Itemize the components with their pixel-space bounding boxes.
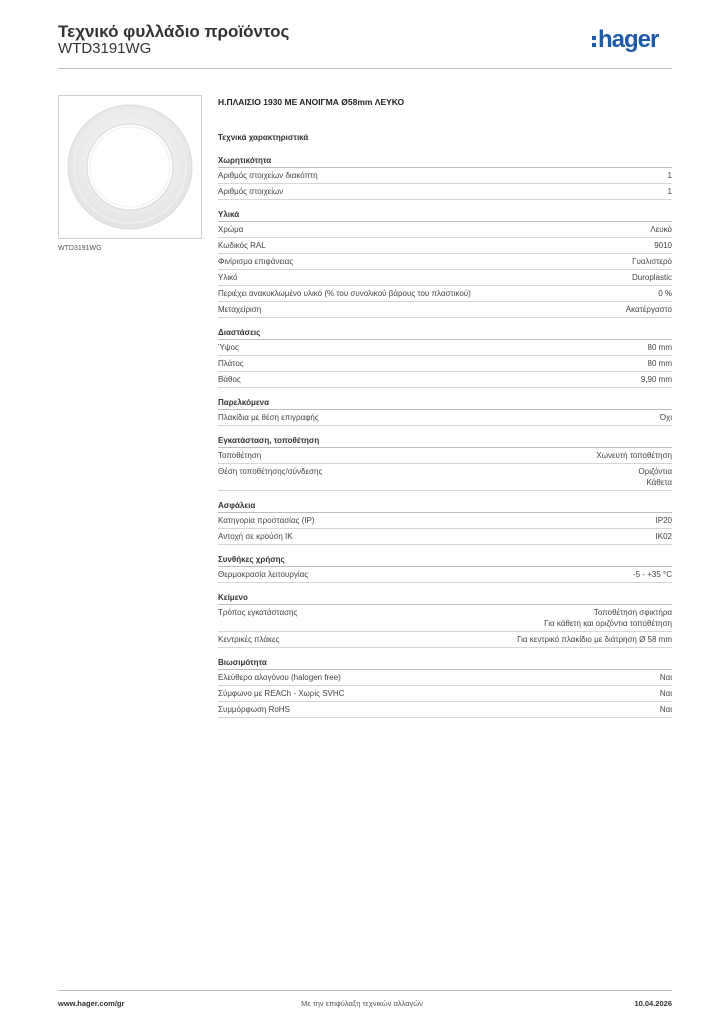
spec-content [218,97,672,728]
spec-label: Αριθμός στοιχείων διακόπτη [218,171,318,180]
spec-row [218,605,672,632]
spec-row [218,184,672,200]
spec-label: Πλάτος [218,359,244,368]
spec-value: IP20 [655,516,672,525]
spec-value: Ναι [659,689,672,698]
spec-value: 80 mm [647,359,672,368]
spec-subtitle: Τεχνικά χαρακτηριστικά [218,133,309,142]
product-image [58,95,202,239]
spec-label: Αντοχή σε κρούση IK [218,532,293,541]
spec-value: Όχι [659,413,672,422]
spec-row [218,529,672,545]
image-caption: WTD3191WG [58,245,102,252]
spec-row [218,168,672,184]
spec-row [218,270,672,286]
spec-value: 1 [667,171,672,180]
spec-value: Για κεντρικό πλακίδιο με διάτρηση Ø 58 mm [517,635,672,644]
section-heading: Χωρητικότητα [218,156,672,168]
spec-value: 9010 [654,241,672,250]
spec-label: Κατηγορία προστασίας (IP) [218,516,315,525]
frame-ring-image [59,96,201,238]
spec-label: Αριθμός στοιχείων [218,187,284,196]
spec-value: 80 mm [647,343,672,352]
spec-label: Συμμόρφωση RoHS [218,705,290,714]
spec-row [218,410,672,426]
spec-row [218,448,672,464]
section-heading: Υλικά [218,210,672,222]
spec-label: Κεντρικές πλάκες [218,635,280,644]
hager-logo [592,28,658,52]
spec-value: Τοποθέτηση σφικτήρα Για κάθετη και οριζόντια τοποθέτηση [544,608,672,628]
spec-section [218,156,672,200]
spec-value: Οριζόντια Κάθετα [638,467,672,487]
logo-text: hager [598,26,659,53]
spec-section [218,436,672,491]
spec-value: Ναι [659,705,672,714]
spec-label: Χρώμα [218,225,244,234]
spec-row [218,238,672,254]
spec-row [218,464,672,491]
spec-label: Πλακίδια με θέση επιγραφής [218,413,319,422]
footer-website: www.hager.com/gr [58,999,125,1008]
spec-row [218,567,672,583]
spec-value: Γυαλιστερό [632,257,672,266]
section-heading: Παρελκόμενα [218,398,672,410]
spec-value: -5 - +35 °C [633,570,672,579]
logo-dots-icon [592,36,596,47]
section-heading: Διαστάσεις [218,328,672,340]
spec-row [218,632,672,648]
header-divider [58,68,672,69]
spec-value: 0 % [658,289,672,298]
section-heading: Εγκατάσταση, τοποθέτηση [218,436,672,448]
section-heading: Ασφάλεια [218,501,672,513]
spec-label: Ύψος [218,343,239,352]
spec-label: Τρόπος εγκατάστασης [218,608,298,617]
spec-section [218,501,672,545]
spec-label: Θερμοκρασία λειτουργίας [218,570,309,579]
footer-divider [58,990,672,991]
product-title: Η.ΠΛΑΙΣΙΟ 1930 ΜΕ ΑΝΟΙΓΜΑ Ø58mm ΛΕΥΚΟ [218,97,405,107]
spec-value: Χωνευτή τοποθέτηση [596,451,672,460]
section-heading: Συνθήκες χρήσης [218,555,672,567]
spec-section [218,555,672,583]
spec-value: Ακατέργαστο [625,305,672,314]
spec-section [218,328,672,388]
spec-value: Λευκό [650,225,672,234]
spec-value: Duroplastic [631,273,672,282]
spec-value: 1 [667,187,672,196]
spec-label: Βάθος [218,375,241,384]
spec-value: 9,90 mm [640,375,672,384]
spec-row [218,302,672,318]
document-title: Τεχνικό φυλλάδιο προϊόντος [58,22,290,41]
section-heading: Κείμενο [218,593,672,605]
spec-label: Υλικό [218,273,238,282]
footer-notice: Με την επιφύλαξη τεχνικών αλλαγών [301,999,423,1008]
spec-row [218,356,672,372]
spec-label: Ελεύθερο αλογόνου (halogen free) [218,673,341,682]
spec-label: Φινίρισμα επιφάνειας [218,257,294,266]
spec-section [218,658,672,718]
spec-value: IK02 [655,532,672,541]
spec-row [218,254,672,270]
spec-value: Ναι [659,673,672,682]
spec-row [218,686,672,702]
spec-row [218,372,672,388]
product-code: WTD3191WG [58,40,152,57]
spec-row [218,702,672,718]
footer-date: 10.04.2026 [634,999,672,1008]
spec-label: Κωδικός RAL [218,241,266,250]
spec-sections [218,156,672,718]
section-heading: Βιωσιμότητα [218,658,672,670]
spec-section [218,593,672,648]
spec-row [218,222,672,238]
spec-section [218,210,672,318]
spec-label: Σύμφωνο με REACh - Χωρίς SVHC [218,689,345,698]
spec-label: Θέση τοποθέτησης/σύνδεσης [218,467,323,476]
spec-label: Περιέχει ανακυκλωμένο υλικό (% του συνολικού βάρους του πλαστικού) [218,289,471,298]
spec-label: Τοποθέτηση [218,451,262,460]
spec-label: Μεταχείριση [218,305,262,314]
spec-section [218,398,672,426]
spec-row [218,670,672,686]
spec-row [218,286,672,302]
spec-row [218,513,672,529]
spec-row [218,340,672,356]
